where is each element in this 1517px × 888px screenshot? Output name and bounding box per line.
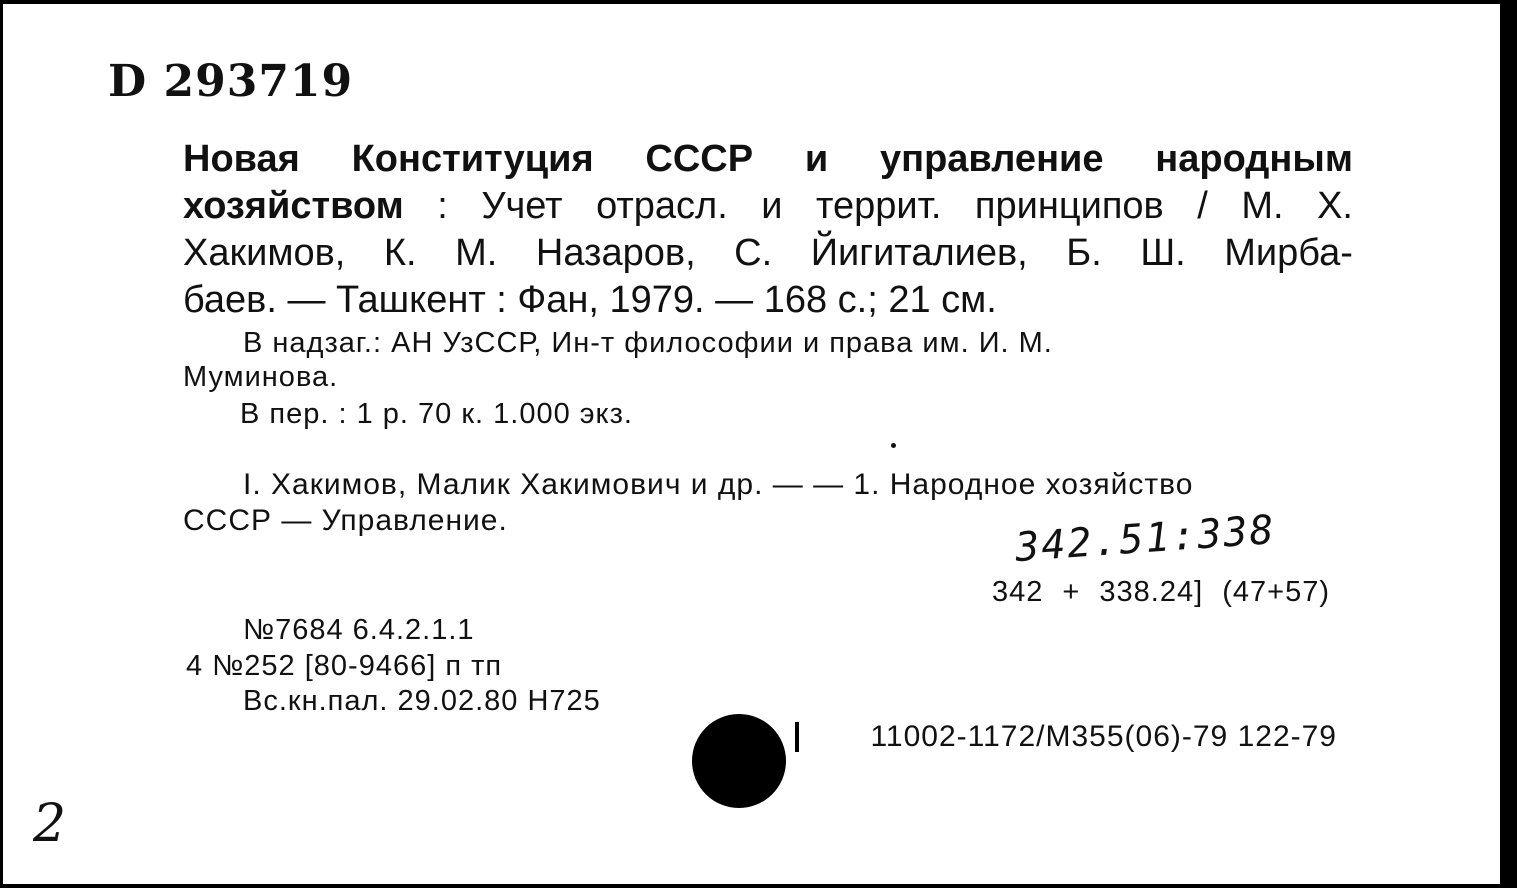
title-word: Конституция — [351, 138, 594, 180]
title-word: СССР — [645, 138, 754, 180]
title-word: и — [804, 138, 829, 180]
title-word: : — [437, 185, 448, 227]
title-word: Назаров, — [535, 232, 696, 274]
title-word: Мирба- — [1224, 232, 1353, 274]
title-word: принципов — [974, 185, 1164, 227]
tracing-line: I. Хакимов, Малик Хакимович и др. — — 1. Народное хозяйство — [243, 468, 1194, 501]
title-word: Х. — [1317, 185, 1353, 227]
title-word: террит. — [816, 185, 942, 227]
title-word: К. — [383, 232, 417, 274]
tech-line: Вс.кн.пал. 29.02.80 Н725 — [243, 685, 601, 717]
punch-hole — [692, 714, 786, 808]
title-word: Б. — [1066, 232, 1102, 274]
title-word: Хакимов, — [183, 232, 346, 274]
classification-index: 342 + 338.24] (47+57) — [991, 576, 1330, 608]
title-word: С. — [734, 232, 773, 274]
title-word: управление — [880, 138, 1104, 180]
title-word: М. — [455, 232, 498, 274]
dot-mark — [891, 443, 896, 448]
tech-line: №7684 6.4.2.1.1 — [243, 614, 475, 646]
handwritten-classification: 342.51:338 — [1013, 506, 1278, 572]
title-word: Йигиталиев, — [810, 232, 1028, 274]
inventory-number: D 293719 — [108, 56, 354, 107]
note-line: В надзаг.: АН УзССР, Ин-т философии и права им. И. М. — [243, 327, 1053, 359]
title-word: хозяйством — [183, 185, 404, 227]
title-word: Новая — [183, 138, 300, 180]
tracing-line: СССР — Управление. — [183, 504, 508, 537]
title-word: отрасл. — [596, 185, 728, 227]
title-line-4: баев. — Ташкент : Фан, 1979. — 168 с.; 21 см. — [183, 279, 997, 321]
index-mark — [795, 722, 799, 752]
title-word: Ш. — [1140, 232, 1186, 274]
title-word: М. — [1241, 185, 1284, 227]
title-word: народным — [1155, 138, 1353, 180]
notes-block — [183, 326, 1353, 394]
price-line: В пер. : 1 р. 70 к. 1.000 экз. — [240, 398, 633, 430]
title-word: и — [761, 185, 783, 227]
title-line-1 — [183, 136, 1353, 183]
title-word: Учет — [481, 185, 563, 227]
publisher-index: 11002-1172/М355(06)-79 122-79 — [870, 720, 1337, 753]
scan-edge — [1500, 0, 1517, 888]
title-line-2 — [183, 183, 1353, 230]
tech-line: 4 №252 [80-9466] п тп — [186, 650, 503, 682]
bibliographic-description — [183, 136, 1353, 324]
title-line-3 — [183, 230, 1353, 277]
note-line: Муминова. — [183, 361, 339, 393]
corner-handwritten-mark: 2 — [33, 794, 67, 854]
title-word: / — [1197, 185, 1208, 227]
